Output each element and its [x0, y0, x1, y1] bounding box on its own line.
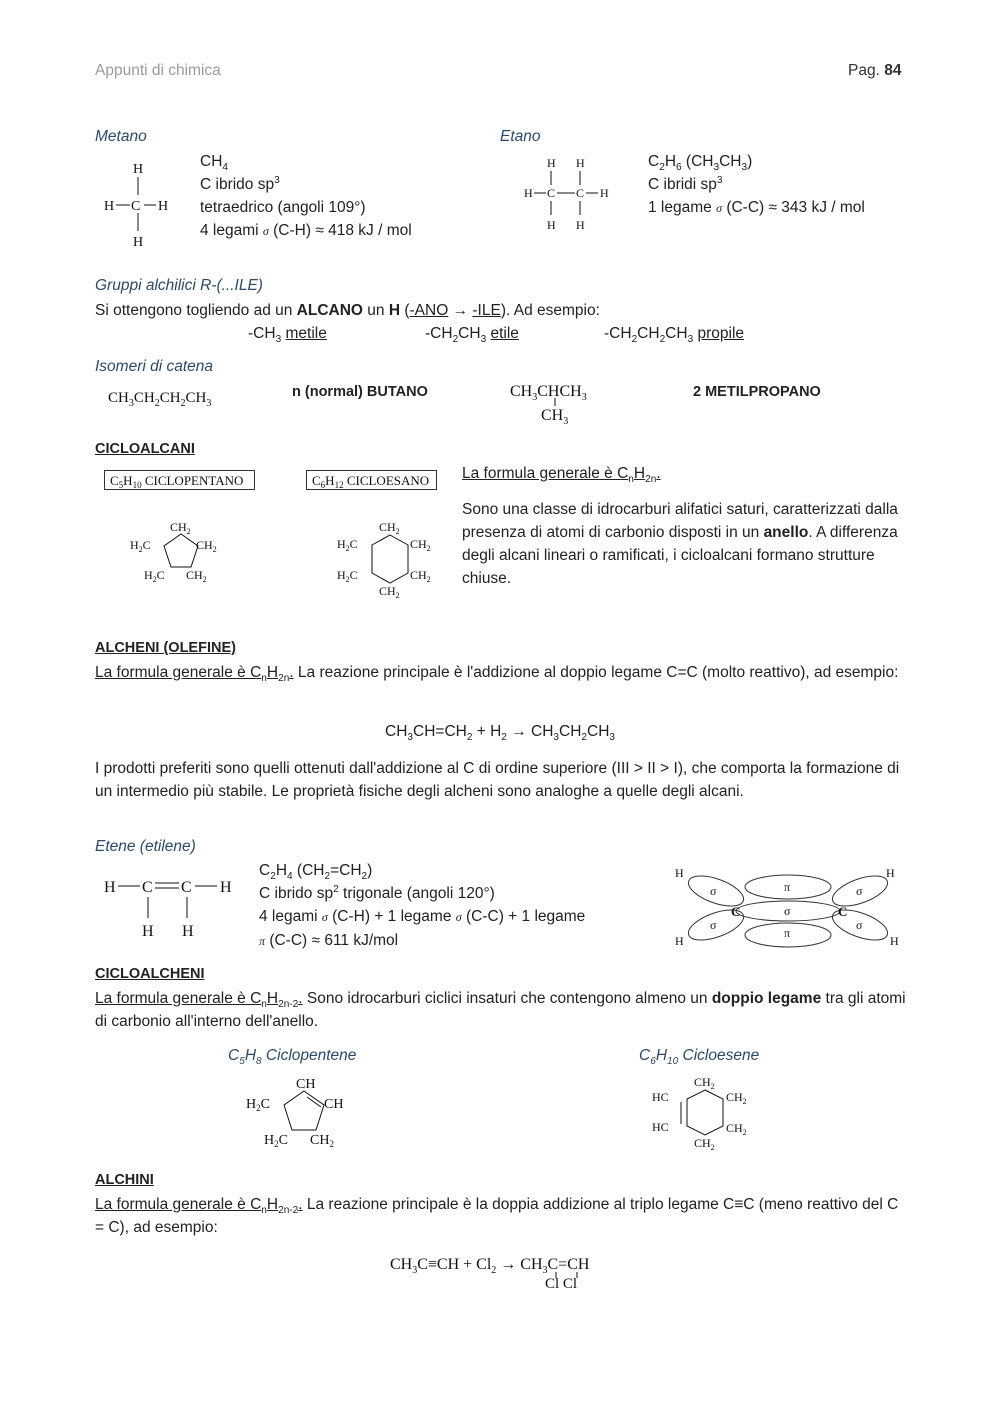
etene-structure [100, 870, 240, 942]
cicloesano-box [306, 470, 438, 491]
cicloalcani-desc: Sono una classe di idrocarburi alifatici saturi, caratterizzati dalla presenza di atomi di carbonio disposti in un anello. A differenza degli alcani lineari o ramificati, i cicloalcani formano strutture chiuse. [462, 501, 898, 587]
svg-text:H: H [142, 923, 154, 940]
svg-text:CH2: $CH_2$ [726, 1121, 747, 1137]
svg-text:H2C: $H_2C$ [130, 538, 151, 554]
svg-text:C: C [838, 904, 848, 919]
etano-line1: $C_2H_6$ $(CH_3CH_3)$ [648, 153, 753, 174]
ciclopentano-box [104, 470, 256, 491]
svg-text:H: H [524, 186, 533, 200]
cicloalcani-formula: La formula generale è $C_nH_{2n}$. [462, 465, 661, 486]
etene-line1: $C_2H_4$ $(CH_2=CH_2)$ [259, 862, 373, 883]
svg-text:σ: σ [856, 884, 863, 898]
svg-text:C: C [576, 186, 585, 200]
svg-text:H: H [547, 218, 556, 232]
metilpropano-name: 2 METILPROPANO [693, 384, 821, 400]
svg-text:H2C: $H_2C$ [337, 537, 358, 553]
etene-line2: C ibrido $sp^2$ trigonale (angoli 120°) [259, 883, 495, 902]
svg-text:CH2: $CH_2$ [726, 1090, 747, 1106]
etile-example: $-CH_2CH_3$ etile [425, 325, 519, 346]
etene-label: Etene (etilene) [95, 838, 196, 855]
cicloalcheni-text: La formula generale è $C_nH_{2n-2}$. Sono idrocarburi ciclici insaturi che contengono almeno un doppio legame tra gli atomi di carbonio all'interno dell'anello. [95, 990, 906, 1030]
ciclopentano-structure [126, 517, 226, 587]
page-number [848, 62, 901, 80]
svg-text:π: π [784, 926, 791, 940]
svg-text:H: H [576, 218, 585, 232]
svg-text:CH3: $CH_3$ [541, 407, 569, 426]
alchilici-label: Gruppi alchilici R-(...ILE) [95, 277, 263, 294]
metano-line1: $CH_4$ [200, 153, 228, 174]
svg-text:CH2: $CH_2$ [170, 520, 191, 536]
etano-line3: 1 legame σ (C-C) ≈ 343 kJ / mol [648, 199, 865, 216]
svg-text:C: C [131, 199, 141, 214]
alcheni-reaction: $CH_3CH=CH_2 + H_2 \to CH_3CH_2CH_3$ [385, 723, 616, 744]
metano-desc [200, 150, 412, 243]
alcheni-title: ALCHENI (OLEFINE) [95, 640, 236, 656]
etene-line3: 4 legami σ (C-H) + 1 legame σ (C-C) + 1 legame [259, 908, 586, 925]
alchini-reaction [390, 1252, 620, 1294]
svg-text:σ: σ [710, 918, 717, 932]
etano-desc [648, 150, 865, 220]
svg-text:H: H [890, 934, 899, 948]
metilpropano-structure [510, 378, 610, 426]
svg-text:C: C [731, 904, 741, 919]
svg-text:C5H10 CICLOPENTANO: $C_5H_{10}$ CICLOPENTANO [110, 473, 244, 490]
svg-text:CH2: $CH_2$ [379, 584, 400, 600]
svg-text:H: H [220, 879, 232, 896]
svg-text:H: H [675, 866, 684, 880]
etano-line2: C ibridi $sp^3$ [648, 174, 723, 193]
cicloesene-label: $C_6H_{10}$ Cicloesene [639, 1047, 760, 1068]
svg-text:H: H [133, 162, 144, 177]
page-num-value: 84 [884, 62, 902, 79]
svg-text:CH2: $CH_2$ [694, 1136, 715, 1152]
svg-text:CH2: $CH_2$ [379, 520, 400, 536]
svg-text:Cl Cl: Cl Cl [545, 1276, 578, 1292]
svg-text:CH2: $CH_2$ [694, 1075, 715, 1091]
metano-line4: 4 legami σ (C-H) ≈ 418 kJ / mol [200, 222, 412, 239]
metano-line2: C ibrido $sp^3$ [200, 174, 280, 193]
metile-example: $-CH_3$ metile [248, 325, 327, 346]
etene-desc [259, 859, 585, 953]
svg-text:HC: HC [652, 1120, 669, 1134]
etene-orbital-diagram [672, 864, 904, 950]
svg-text:H: H [675, 934, 684, 948]
svg-text:H: H [104, 199, 115, 214]
svg-text:H: H [133, 235, 144, 250]
alchini-text: La formula generale è $C_nH_{2n-2}$. La reazione principale è la doppia addizione al triplo legame C≡C (meno reattivo del C = C), ad esempio: [95, 1196, 899, 1236]
propile-example: $-CH_2CH_2CH_3$ propile [604, 325, 745, 346]
svg-text:H2C: $H_2C$ [264, 1133, 288, 1149]
svg-text:CH: CH [324, 1097, 344, 1112]
alcheni-paragraph: I prodotti preferiti sono quelli ottenuti dall'addizione al C di ordine superiore (III > II > I), che comporta la formazione di un intermedio più stabile. Le proprietà fisiche degli alcheni sono analoghe a quelle degli alcani. [95, 760, 900, 800]
butano-name: n (normal) BUTANO [292, 384, 428, 400]
metano-structure [100, 155, 180, 255]
cicloalcani-title: CICLOALCANI [95, 441, 195, 457]
etano-structure [520, 153, 620, 238]
cicloalcheni-title: CICLOALCHENI [95, 966, 205, 982]
svg-text:σ: σ [784, 904, 791, 918]
svg-text:C6H12 CICLOESANO: $C_6H_{12}$ CICLOESANO [312, 473, 430, 490]
svg-text:σ: σ [710, 884, 717, 898]
svg-text:CH2: $CH_2$ [186, 568, 207, 584]
svg-text:H: H [182, 923, 194, 940]
butano-formula [108, 384, 238, 410]
etano-label: Etano [500, 128, 541, 145]
metano-label: Metano [95, 128, 147, 145]
svg-text:π: π [784, 880, 791, 894]
svg-text:C: C [142, 879, 153, 896]
cicloesene-structure [650, 1072, 760, 1154]
alchilici-sentence: Si ottengono togliendo ad un ALCANO un H (-ANO → -ILE). Ad esempio: [95, 302, 600, 319]
svg-text:σ: σ [856, 918, 863, 932]
svg-text:HC: HC [652, 1090, 669, 1104]
svg-text:CH3C≡CH + Cl2 → CH3C=CH: $CH_3C\equiv CH + Cl_2 \to CH_3C=CH$ [390, 1256, 590, 1276]
svg-text:CH2: $CH_2$ [310, 1133, 334, 1149]
svg-text:CH3CH2CH2CH3: $CH_3CH_2CH_2CH_3$ [108, 390, 212, 409]
svg-text:C: C [547, 186, 556, 200]
svg-text:H: H [886, 866, 895, 880]
svg-text:CH2: $CH_2$ [196, 538, 217, 554]
svg-text:H2C: $H_2C$ [144, 568, 165, 584]
cicloesano-structure [334, 517, 444, 602]
ciclopentene-label: $C_5H_8$ Ciclopentene [228, 1047, 357, 1068]
svg-text:CH3CHCH3: $CH_3CHCH_3$ [510, 383, 587, 403]
alcheni-formula-text: La formula generale è $C_nH_{2n}$. La reazione principale è l'addizione al doppio legame C=C (molto reattivo), ad esempio: [95, 664, 899, 685]
svg-text:H: H [547, 156, 556, 170]
isomeri-label: Isomeri di catena [95, 358, 214, 375]
svg-text:CH: CH [296, 1077, 316, 1092]
page-label: Pag. [848, 62, 880, 79]
header-title: Appunti di chimica [95, 62, 221, 79]
svg-text:H: H [576, 156, 585, 170]
metano-line3: tetraedrico (angoli 109°) [200, 199, 366, 216]
alchini-title: ALCHINI [95, 1172, 154, 1188]
svg-text:H: H [600, 186, 609, 200]
svg-text:H2C: $H_2C$ [337, 568, 358, 584]
svg-text:C: C [181, 879, 192, 896]
svg-text:CH2: $CH_2$ [410, 537, 431, 553]
svg-text:H2C: $H_2C$ [246, 1097, 270, 1113]
ciclopentene-structure [244, 1074, 354, 1152]
etene-line4: π (C-C) ≈ 611 kJ/mol [259, 932, 399, 949]
svg-text:H: H [158, 199, 169, 214]
svg-text:CH2: $CH_2$ [410, 568, 431, 584]
svg-text:H: H [104, 879, 116, 896]
